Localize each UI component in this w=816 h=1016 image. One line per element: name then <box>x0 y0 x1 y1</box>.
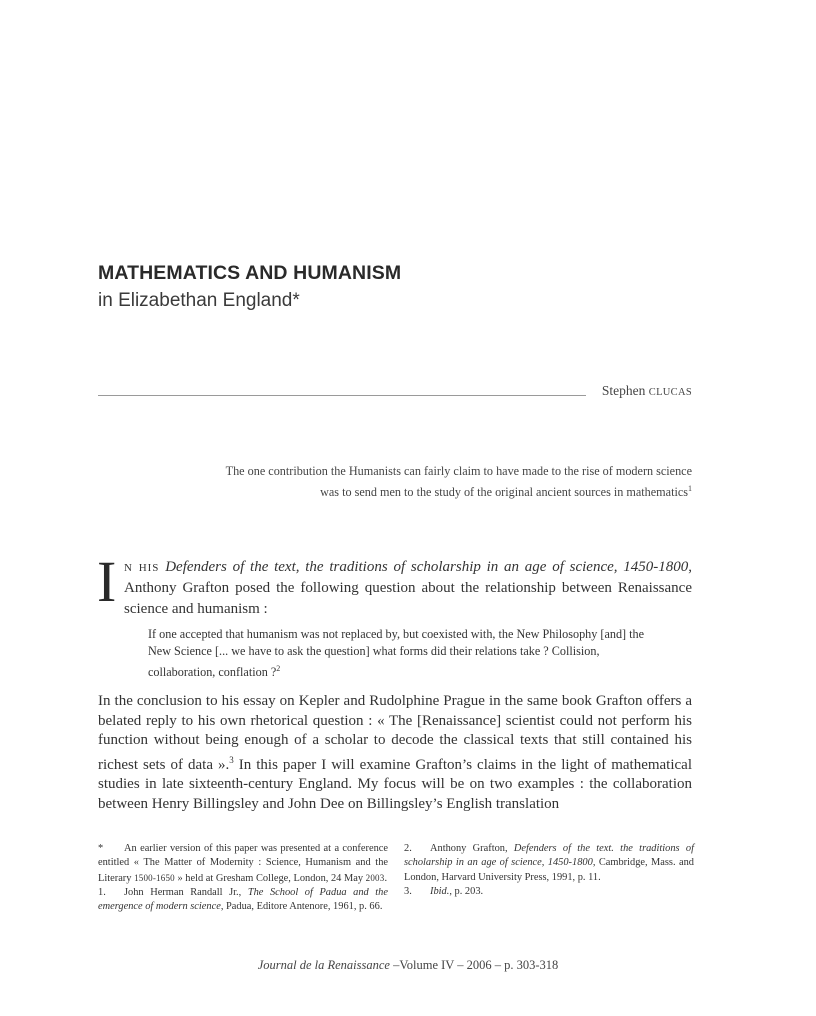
body-text-part-1: In the conclusion to his essay on Kepler and Rudolphine Prague in the same book Grafton offers a belated reply to his own rhetorical question : « The [Renaissance] scientist could not perform his function without being enough of a scholar to decode the classical texts that still contained his richest sets of data ». <box>98 693 692 773</box>
footnote-3-title: Ibid. <box>430 885 450 897</box>
footnote-3-number: 3. <box>404 885 412 897</box>
body-text-part-2: In this paper I will examine Grafton’s claims in the light of mathematical studies in late sixteenth-century England. My focus will be on two examples : the collaboration between Henry Billingsley and John Dee on Billingsley’s English translation <box>98 756 692 812</box>
epigraph-line-2: was to send men to the study of the original ancient sources in mathematics <box>320 485 688 500</box>
intro-small-caps: N HIS <box>124 562 160 574</box>
footnote-1-number: 1. <box>98 886 106 898</box>
footer-volume-info: –Volume IV – 2006 – p. 303-318 <box>389 958 559 972</box>
footnote-star-mark: * <box>98 843 104 854</box>
footnote-2-author: Anthony Grafton, <box>430 843 514 854</box>
epigraph-footnote-ref: 1 <box>688 484 692 493</box>
footnote-3-rest: , p. 203. <box>449 885 484 897</box>
author-last-name: CLUCAS <box>648 387 692 398</box>
title-divider <box>98 395 586 396</box>
intro-book-title: Defenders of the text, the traditions of scholarship in an age of science, 1450-1800 <box>165 559 689 575</box>
page-footer <box>0 958 816 973</box>
footnote-1-author: John Herman Randall Jr., <box>124 886 248 898</box>
body-footnote-ref: 3 <box>229 754 234 765</box>
footnote-star-text-b: » held at Gresham College, London, 24 May <box>174 872 366 884</box>
article-subtitle: in Elizabethan England* <box>98 290 300 311</box>
article-title: MATHEMATICS AND HUMANISM <box>98 262 402 284</box>
author-first-name: Stephen <box>601 383 646 398</box>
drop-cap: I <box>97 549 117 614</box>
epigraph <box>150 463 692 501</box>
footnote-star <box>98 842 388 886</box>
footnote-star-text-a: An earlier version of this paper was presented at a conference entitled « The Matter of Modernity : Science, Humanism and the Literary <box>98 843 388 884</box>
footnote-1-rest: , Padua, Editore Antenore, 1961, p. 66. <box>220 901 383 913</box>
body-paragraph <box>98 692 692 815</box>
intro-text: , Anthony Grafton posed the following question about the relationship between Renaissance science and humanism : <box>124 559 693 617</box>
footnote-1-title: The School of Padua and the emergence of modern science <box>98 886 388 913</box>
epigraph-line-1: The one contribution the Humanists can fairly claim to have made to the rise of modern science <box>225 464 692 478</box>
block-quote <box>148 626 648 681</box>
footnote-star-dates: 1500-1650 <box>134 872 175 883</box>
footnote-2-rest: , Cambridge, Mass. and London, Harvard University Press, 1991, p. 11. <box>404 857 694 883</box>
footnote-star-end: . <box>384 872 388 884</box>
author-name <box>602 383 692 399</box>
footnote-2-title: Defenders of the text. the traditions of scholarship in an age of science, 1450-1800 <box>404 843 694 869</box>
footnote-2 <box>404 842 694 885</box>
footnote-3 <box>404 885 694 899</box>
intro-paragraph <box>124 557 692 619</box>
footnotes-left-column <box>98 842 388 914</box>
footer-journal-name: Journal de la Renaissance <box>257 958 390 972</box>
footnotes-right-column <box>404 842 694 899</box>
footnote-2-number: 2. <box>404 843 412 854</box>
footnote-star-year: 2003 <box>365 872 385 883</box>
footnote-1 <box>98 886 388 915</box>
block-quote-text: If one accepted that humanism was not replaced by, but coexisted with, the New Philosophy [and] the New Science [... we have to ask the question] what forms did their relations take ? Collision, collaboration, conflation ? <box>148 627 645 680</box>
block-quote-footnote-ref: 2 <box>276 664 281 673</box>
